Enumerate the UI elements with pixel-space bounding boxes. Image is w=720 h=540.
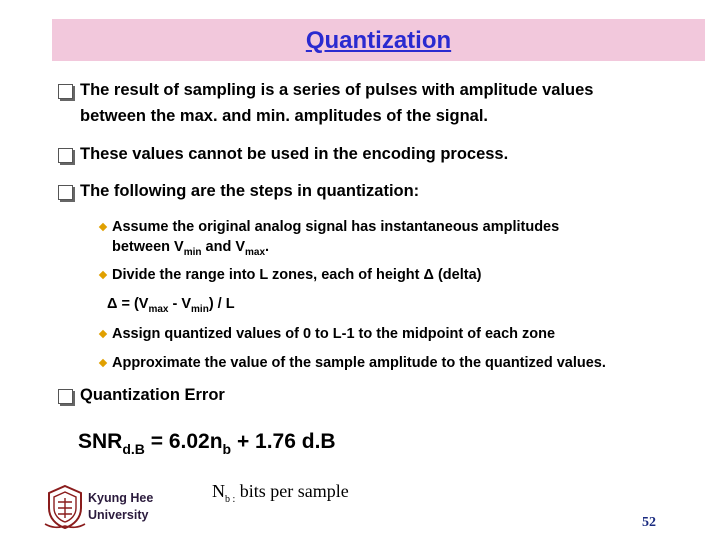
checkbox-bullet-icon bbox=[58, 148, 73, 163]
step-4: Approximate the value of the sample amplitude to the quantized values. bbox=[112, 355, 606, 371]
checkbox-bullet-icon bbox=[58, 389, 73, 404]
quantization-error-heading: Quantization Error bbox=[80, 386, 225, 404]
nb-definition: $N_{b :}$ bits per sample bbox=[212, 481, 349, 505]
checkbox-bullet-icon bbox=[58, 84, 73, 99]
bullet-1-line-2: between the max. and min. amplitudes of the signal. bbox=[80, 107, 488, 125]
step-1-line-1: Assume the original analog signal has instantaneous amplitudes bbox=[112, 219, 560, 235]
diamond-bullet-icon bbox=[99, 330, 107, 338]
university-seal-icon bbox=[44, 484, 86, 530]
step-3: Assign quantized values of 0 to L-1 to the midpoint of each zone bbox=[112, 326, 556, 342]
university-name: Kyung Hee University bbox=[88, 491, 154, 522]
checkbox-bullet-icon bbox=[58, 185, 73, 200]
diamond-bullet-icon bbox=[99, 359, 107, 367]
page-number: 52 bbox=[642, 515, 656, 530]
snr-formula: $SNR_{d.B} = 6.02n_b + 1.76$ d.B bbox=[78, 430, 336, 457]
diamond-bullet-icon bbox=[99, 223, 107, 231]
bullet-3: The following are the steps in quantization: bbox=[80, 182, 420, 200]
bullet-2: These values cannot be used in the encoding process. bbox=[80, 145, 509, 163]
bullet-1-line-1: The result of sampling is a series of pulses with amplitude values bbox=[80, 81, 594, 99]
title-bar bbox=[52, 19, 705, 61]
delta-formula: $\Delta = (V_{max} - V_{min}) / L$ bbox=[107, 296, 235, 315]
slide-title: Quantization bbox=[305, 27, 452, 54]
step-1-line-2: between $V_{min}$ and $V_{max}$. bbox=[112, 239, 270, 258]
step-2: Divide the range into L zones, each of height Δ (delta) bbox=[112, 267, 482, 283]
diamond-bullet-icon bbox=[99, 271, 107, 279]
